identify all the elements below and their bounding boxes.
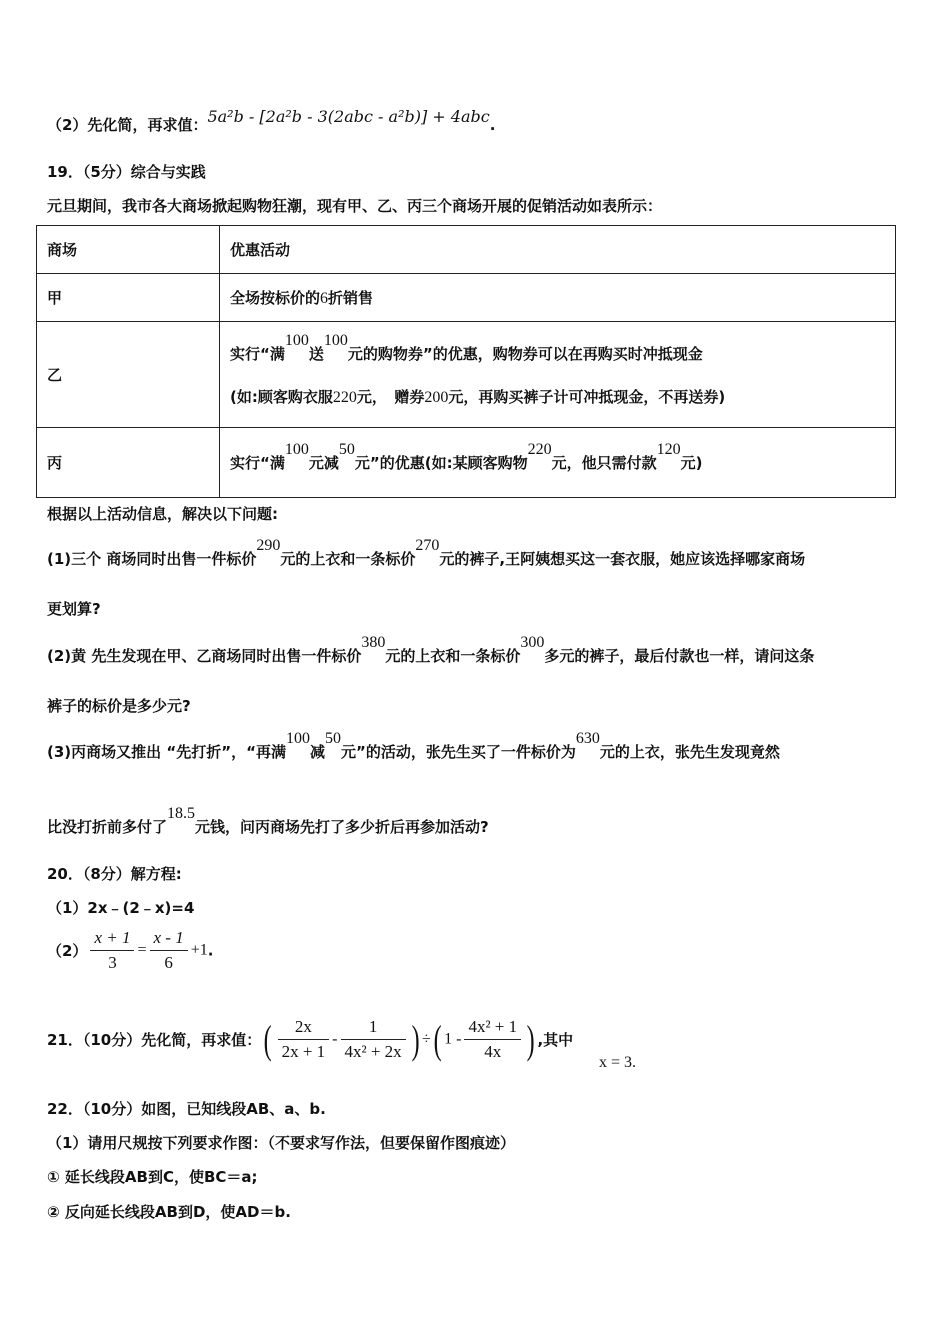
q22-heading: 22．（10分）如图，已知线段AB、a、b. — [47, 1100, 326, 1118]
mall-name-bing: 丙 — [37, 428, 220, 498]
q19-part1-line1: (1)三个 商场同时出售一件标价290元的上衣和一条标价270元的裤子,王阿姨想买这一套衣服，她应该选择哪家商场 — [47, 537, 806, 568]
table-row-bing — [37, 428, 896, 498]
q18-expression: 5a²b - [2a²b - 3(2abc - a²b)] + 4abc — [207, 107, 490, 126]
table-header-row — [37, 226, 896, 274]
q21-line: 21．（10分）先化简，再求值：( $\frac{2x}{2x + 1}$ - $\frac{1}{\text{4x² + 2x}}$ ) ÷( 1 - $\frac{\text{4x² + 1}}{4x}$ ) ,其中 x = 3. — [47, 1017, 637, 1071]
table-header-promo: 优惠活动 — [220, 226, 896, 274]
q21-condition: x = 3. — [599, 1054, 637, 1071]
q19-part1-line2: 更划算? — [47, 600, 101, 618]
promo-yi: 实行“满100送100元的购物券”的优惠，购物券可以在再购买时冲抵现金 (如:顾客购衣服220元， 赠券200元，再购买裤子计可冲抵现金，不再送券) — [220, 322, 896, 428]
q22-step2: ② 反向延长线段AB到D，使AD＝b. — [47, 1203, 291, 1221]
q21-label: 21．（10分）先化简，再求值： — [47, 1031, 262, 1049]
q19-part2-line2: 裤子的标价是多少元? — [47, 697, 191, 715]
q22-sub1: （1）请用尺规按下列要求作图：（不要求写作法，但要保留作图痕迹） — [47, 1134, 515, 1152]
q20-equation2: （2） $\frac{x + 1}{3}$ = $\frac{x - 1}{6}$ +1. — [47, 928, 214, 972]
mall-name-yi: 乙 — [37, 322, 220, 428]
q19-intro: 元旦期间，我市各大商场掀起购物狂潮，现有甲、乙、丙三个商场开展的促销活动如表所示： — [47, 197, 663, 215]
table-row-yi — [37, 322, 896, 428]
q19-part3-line2: 比没打折前多付了18.5元钱，问丙商场先打了多少折后再参加活动? — [47, 805, 489, 836]
promo-bing: 实行“满100元减50元”的优惠(如:某顾客购物220元，他只需付款120元) — [220, 428, 896, 498]
q21-fraction-1: $\frac{2x}{2x + 1}$ — [278, 1017, 330, 1062]
promo-jia: 全场按标价的6折销售 — [220, 274, 896, 322]
promotion-table — [36, 225, 896, 498]
q21-fraction-3: $\frac{\text{4x² + 1}}{4x}$ — [464, 1017, 521, 1062]
q18-part2-line — [47, 107, 496, 135]
q19-part3-line1: (3)丙商场又推出 “先打折”，“再满100减50元”的活动，张先生买了一件标价为630元的上衣，张先生发现竟然 — [47, 730, 780, 761]
fraction-2: $\frac{x - 1}{6}$ — [150, 928, 188, 973]
q18-part2-label: （2）先化简，再求值： — [47, 116, 208, 134]
table-header-mall: 商场 — [37, 226, 220, 274]
q19-part2-line1: (2)黄 先生发现在甲、乙商场同时出售一件标价380元的上衣和一条标价300多元的裤子，最后付款也一样，请问这条 — [47, 634, 815, 665]
q20-equation1: （1）2x﹣(2﹣x)=4 — [47, 899, 195, 917]
table-row-jia — [37, 274, 896, 322]
q19-prompt: 根据以上活动信息，解决以下问题: — [47, 505, 279, 523]
mall-name-jia: 甲 — [37, 274, 220, 322]
q18-end: . — [489, 116, 496, 134]
q21-fraction-2: $\frac{1}{\text{4x² + 2x}}$ — [341, 1017, 406, 1062]
q22-step1: ① 延长线段AB到C，使BC＝a; — [47, 1168, 258, 1186]
fraction-1: $\frac{x + 1}{3}$ — [90, 928, 134, 973]
q20-heading: 20．（8分）解方程: — [47, 865, 182, 883]
q19-heading: 19．（5分）综合与实践 — [47, 163, 206, 181]
